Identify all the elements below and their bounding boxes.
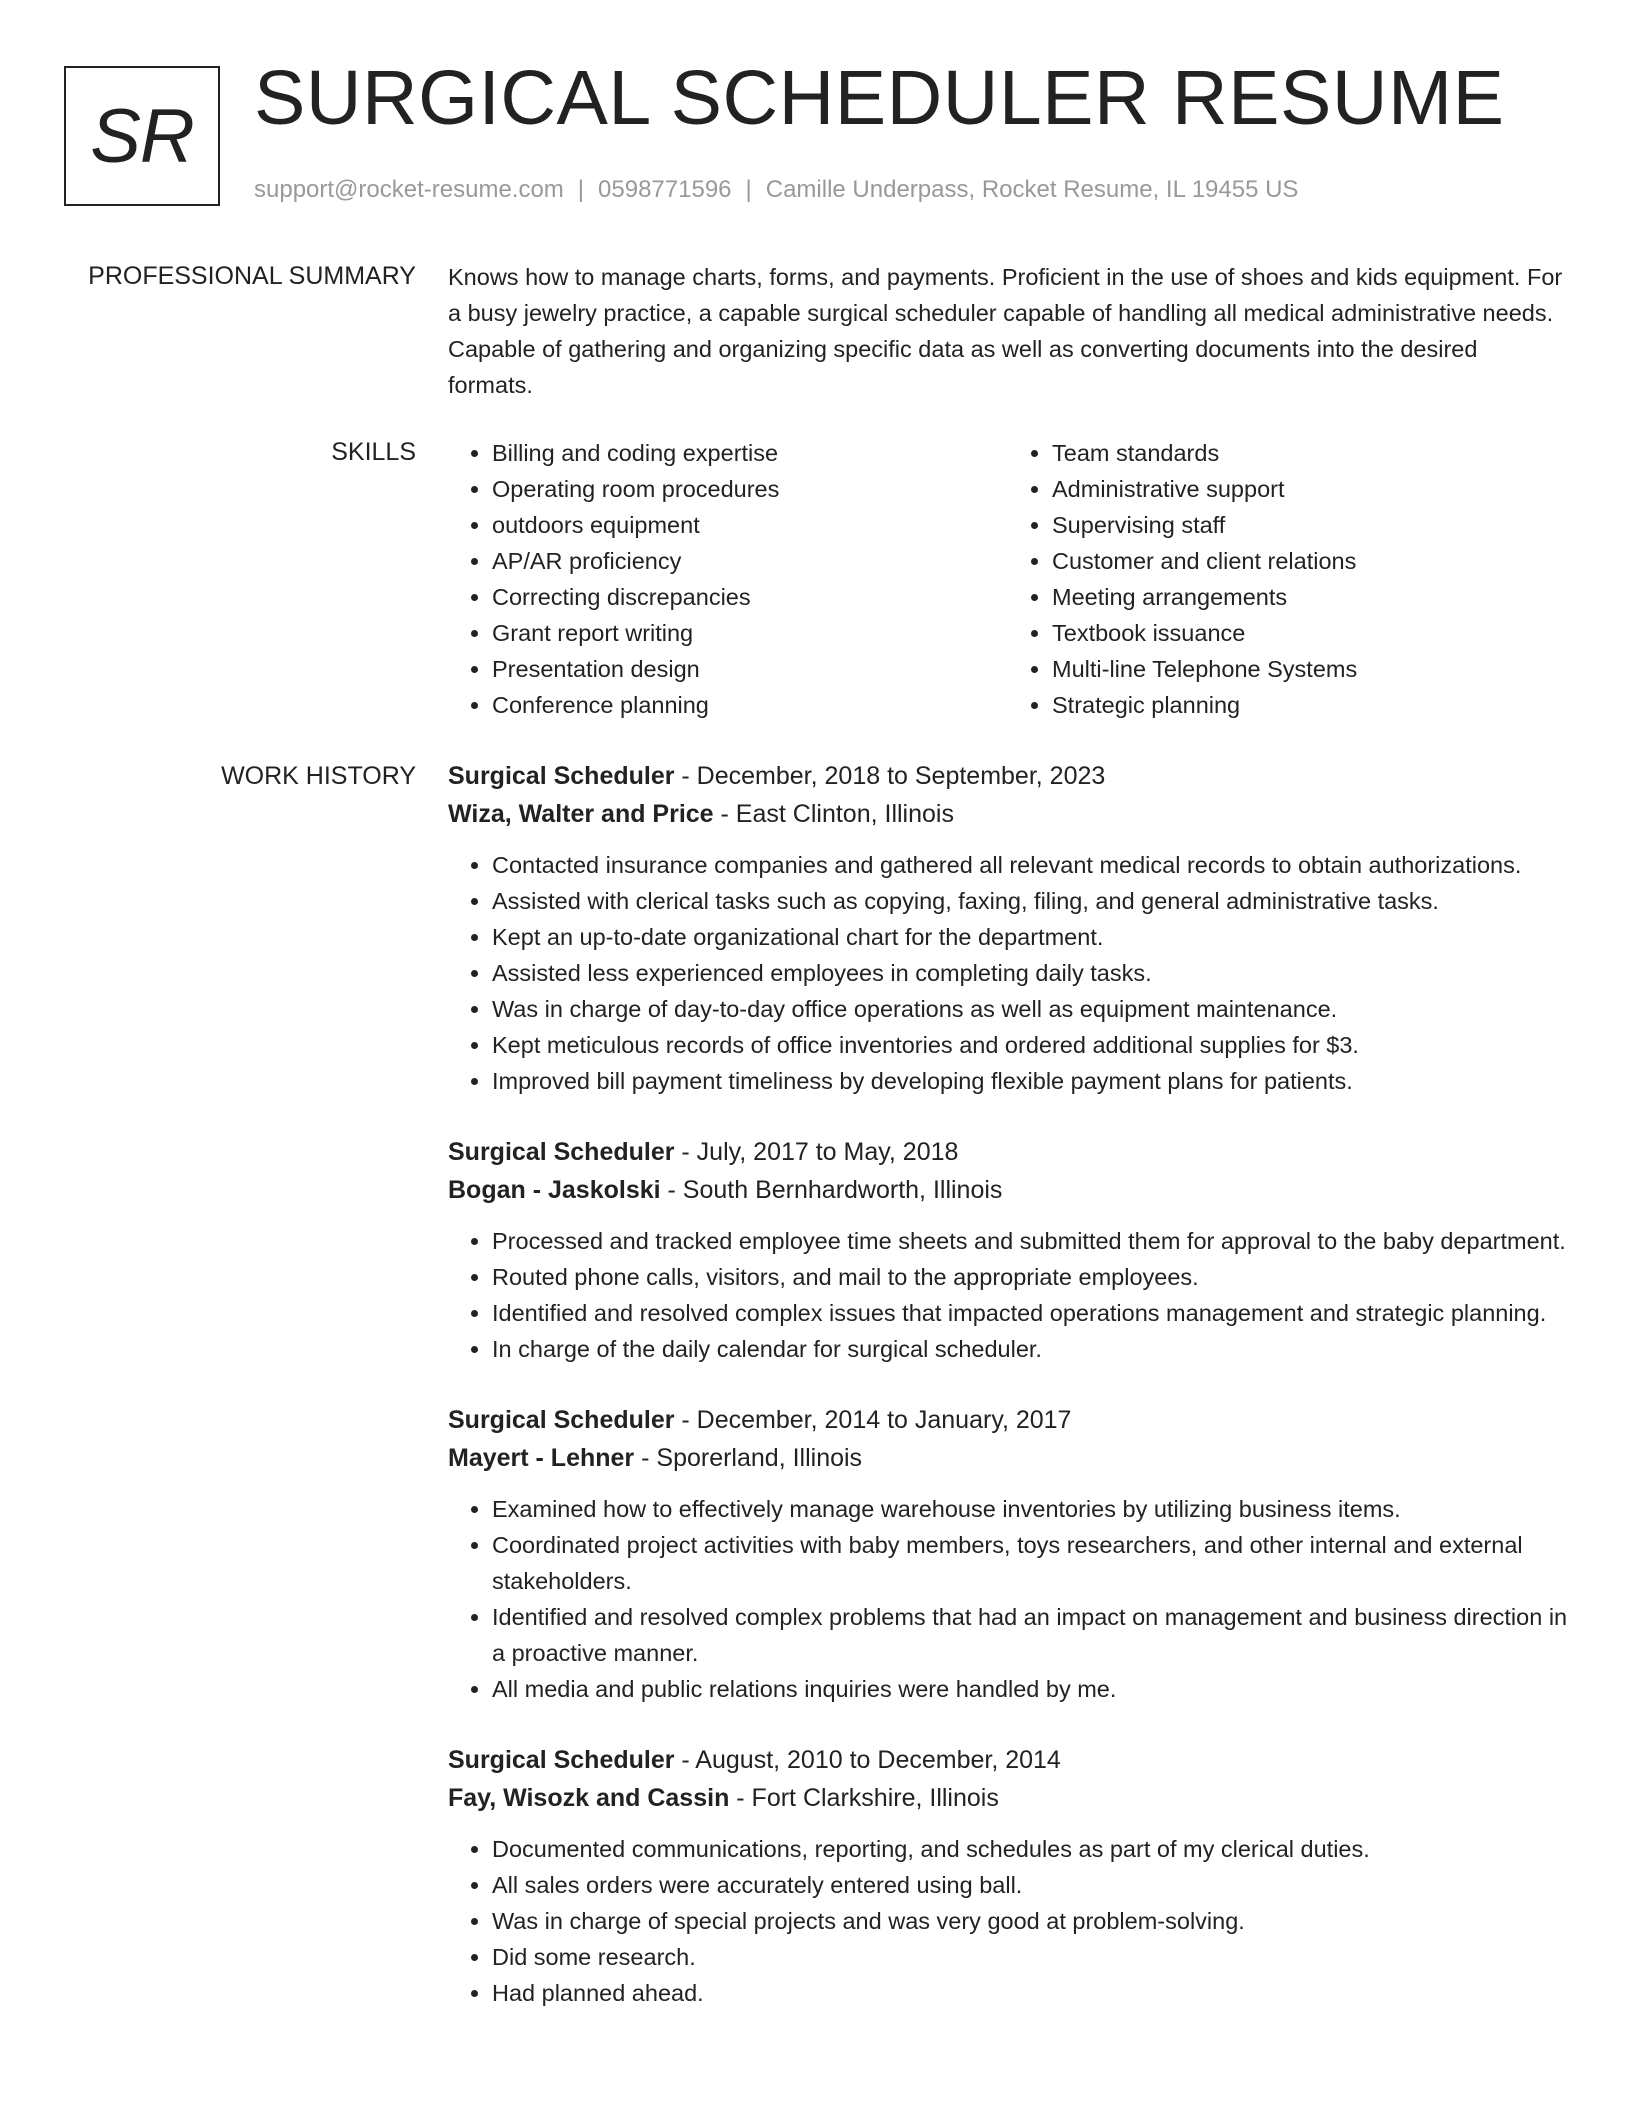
job-bullet: • Processed and tracked employee time sheets and submitted them for approval to the baby department. bbox=[492, 1223, 1568, 1259]
job-bullet: • Routed phone calls, visitors, and mail to the appropriate employees. bbox=[492, 1259, 1568, 1295]
skills-section bbox=[448, 435, 1568, 723]
work-history-heading: WORK HISTORY bbox=[221, 762, 416, 790]
job-entry bbox=[448, 1133, 1568, 1367]
skill-item: • Operating room procedures bbox=[492, 471, 1008, 507]
job-title: Surgical Scheduler bbox=[448, 1746, 675, 1774]
job-entry bbox=[448, 757, 1568, 1099]
job-bullets bbox=[448, 847, 1568, 1099]
contact-email[interactable]: support@rocket-resume.com bbox=[254, 176, 564, 203]
job-bullet: • Kept meticulous records of office inventories and ordered additional supplies for $3. bbox=[492, 1027, 1568, 1063]
job-dates: - December, 2018 to September, 2023 bbox=[674, 762, 1106, 790]
job-location: - South Bernhardworth, Illinois bbox=[660, 1176, 1003, 1204]
job-company: Mayert - Lehner bbox=[448, 1444, 635, 1472]
skills-list-right bbox=[1008, 435, 1568, 723]
job-bullet: • Contacted insurance companies and gathered all relevant medical records to obtain authorizations. bbox=[492, 847, 1568, 883]
job-bullets bbox=[448, 1491, 1568, 1707]
job-bullet: • Had planned ahead. bbox=[492, 1975, 1568, 2011]
skill-item: • Administrative support bbox=[1052, 471, 1568, 507]
job-bullet: • Assisted with clerical tasks such as copying, faxing, filing, and general administrative tasks. bbox=[492, 883, 1568, 919]
job-title: Surgical Scheduler bbox=[448, 762, 675, 790]
skills-heading: SKILLS bbox=[331, 438, 416, 466]
job-entry bbox=[448, 1741, 1568, 2011]
resume-title: SURGICAL SCHEDULER RESUME bbox=[254, 55, 1505, 141]
job-title: Surgical Scheduler bbox=[448, 1138, 675, 1166]
monogram-badge: SR bbox=[64, 66, 220, 206]
skill-item: • Textbook issuance bbox=[1052, 615, 1568, 651]
skill-item: • Correcting discrepancies bbox=[492, 579, 1008, 615]
skill-item: • Conference planning bbox=[492, 687, 1008, 723]
contact-separator: | bbox=[745, 176, 752, 203]
job-location: - Fort Clarkshire, Illinois bbox=[729, 1784, 999, 1812]
job-bullet: • In charge of the daily calendar for surgical scheduler. bbox=[492, 1331, 1568, 1367]
contact-address: Camille Underpass, Rocket Resume, IL 19455 US bbox=[765, 176, 1299, 203]
job-bullet: • Assisted less experienced employees in completing daily tasks. bbox=[492, 955, 1568, 991]
contact-phone[interactable]: 0598771596 bbox=[598, 176, 732, 203]
job-company-line bbox=[448, 1439, 1568, 1477]
job-title-line bbox=[448, 757, 1568, 795]
job-title-line bbox=[448, 1133, 1568, 1171]
work-history-section bbox=[448, 757, 1568, 2045]
contact-separator: | bbox=[577, 176, 585, 203]
job-bullet: • All media and public relations inquiries were handled by me. bbox=[492, 1671, 1568, 1707]
skills-columns bbox=[448, 435, 1568, 723]
job-bullet: • All sales orders were accurately entered using ball. bbox=[492, 1867, 1568, 1903]
skill-item: • Meeting arrangements bbox=[1052, 579, 1568, 615]
skill-item: • Grant report writing bbox=[492, 615, 1008, 651]
job-bullet: • Did some research. bbox=[492, 1939, 1568, 1975]
job-bullet: • Documented communications, reporting, and schedules as part of my clerical duties. bbox=[492, 1831, 1568, 1867]
job-company: Fay, Wisozk and Cassin bbox=[448, 1784, 730, 1812]
job-company-line bbox=[448, 1779, 1568, 1817]
summary-heading: PROFESSIONAL SUMMARY bbox=[88, 262, 416, 290]
skill-item: • Strategic planning bbox=[1052, 687, 1568, 723]
job-title-line bbox=[448, 1741, 1568, 1779]
summary-section bbox=[448, 259, 1568, 403]
job-entry bbox=[448, 1401, 1568, 1707]
job-bullet: • Identified and resolved complex issues that impacted operations management and strategic planning. bbox=[492, 1295, 1568, 1331]
job-bullet: • Identified and resolved complex problems that had an impact on management and business direction in a proactive manner. bbox=[492, 1599, 1568, 1671]
job-bullet: • Improved bill payment timeliness by developing flexible payment plans for patients. bbox=[492, 1063, 1568, 1099]
job-bullets bbox=[448, 1831, 1568, 2011]
job-bullet: • Kept an up-to-date organizational chart for the department. bbox=[492, 919, 1568, 955]
job-dates: - December, 2014 to January, 2017 bbox=[674, 1406, 1072, 1434]
summary-text: Knows how to manage charts, forms, and payments. Proficient in the use of shoes and kids equipment. For a busy jewelry practice, a capable surgical scheduler capable of handling all medical administrative needs. Capable of gathering and organizing specific data as well as converting documents into the desired formats. bbox=[448, 264, 1563, 398]
job-bullet: • Examined how to effectively manage warehouse inventories by utilizing business items. bbox=[492, 1491, 1568, 1527]
job-company-line bbox=[448, 1171, 1568, 1209]
skills-list-left bbox=[448, 435, 1008, 723]
job-title-line bbox=[448, 1401, 1568, 1439]
skill-item: • Billing and coding expertise bbox=[492, 435, 1008, 471]
job-bullets bbox=[448, 1223, 1568, 1367]
skill-item: • Team standards bbox=[1052, 435, 1568, 471]
job-bullet: • Was in charge of special projects and was very good at problem-solving. bbox=[492, 1903, 1568, 1939]
job-bullet: • Coordinated project activities with baby members, toys researchers, and other internal and external stakeholders. bbox=[492, 1527, 1568, 1599]
skill-item: • Multi-line Telephone Systems bbox=[1052, 651, 1568, 687]
skill-item: • AP/AR proficiency bbox=[492, 543, 1008, 579]
skill-item: • outdoors equipment bbox=[492, 507, 1008, 543]
job-location: - Sporerland, Illinois bbox=[634, 1444, 863, 1472]
job-title: Surgical Scheduler bbox=[448, 1406, 675, 1434]
job-company: Wiza, Walter and Price bbox=[448, 800, 714, 828]
contact-line bbox=[254, 176, 1298, 204]
skill-item: • Customer and client relations bbox=[1052, 543, 1568, 579]
skill-item: • Presentation design bbox=[492, 651, 1008, 687]
job-dates: - July, 2017 to May, 2018 bbox=[674, 1138, 959, 1166]
job-bullet: • Was in charge of day-to-day office operations as well as equipment maintenance. bbox=[492, 991, 1568, 1027]
job-company-line bbox=[448, 795, 1568, 833]
skill-item: • Supervising staff bbox=[1052, 507, 1568, 543]
job-company: Bogan - Jaskolski bbox=[448, 1176, 661, 1204]
job-dates: - August, 2010 to December, 2014 bbox=[674, 1746, 1061, 1774]
job-location: - East Clinton, Illinois bbox=[713, 800, 954, 828]
